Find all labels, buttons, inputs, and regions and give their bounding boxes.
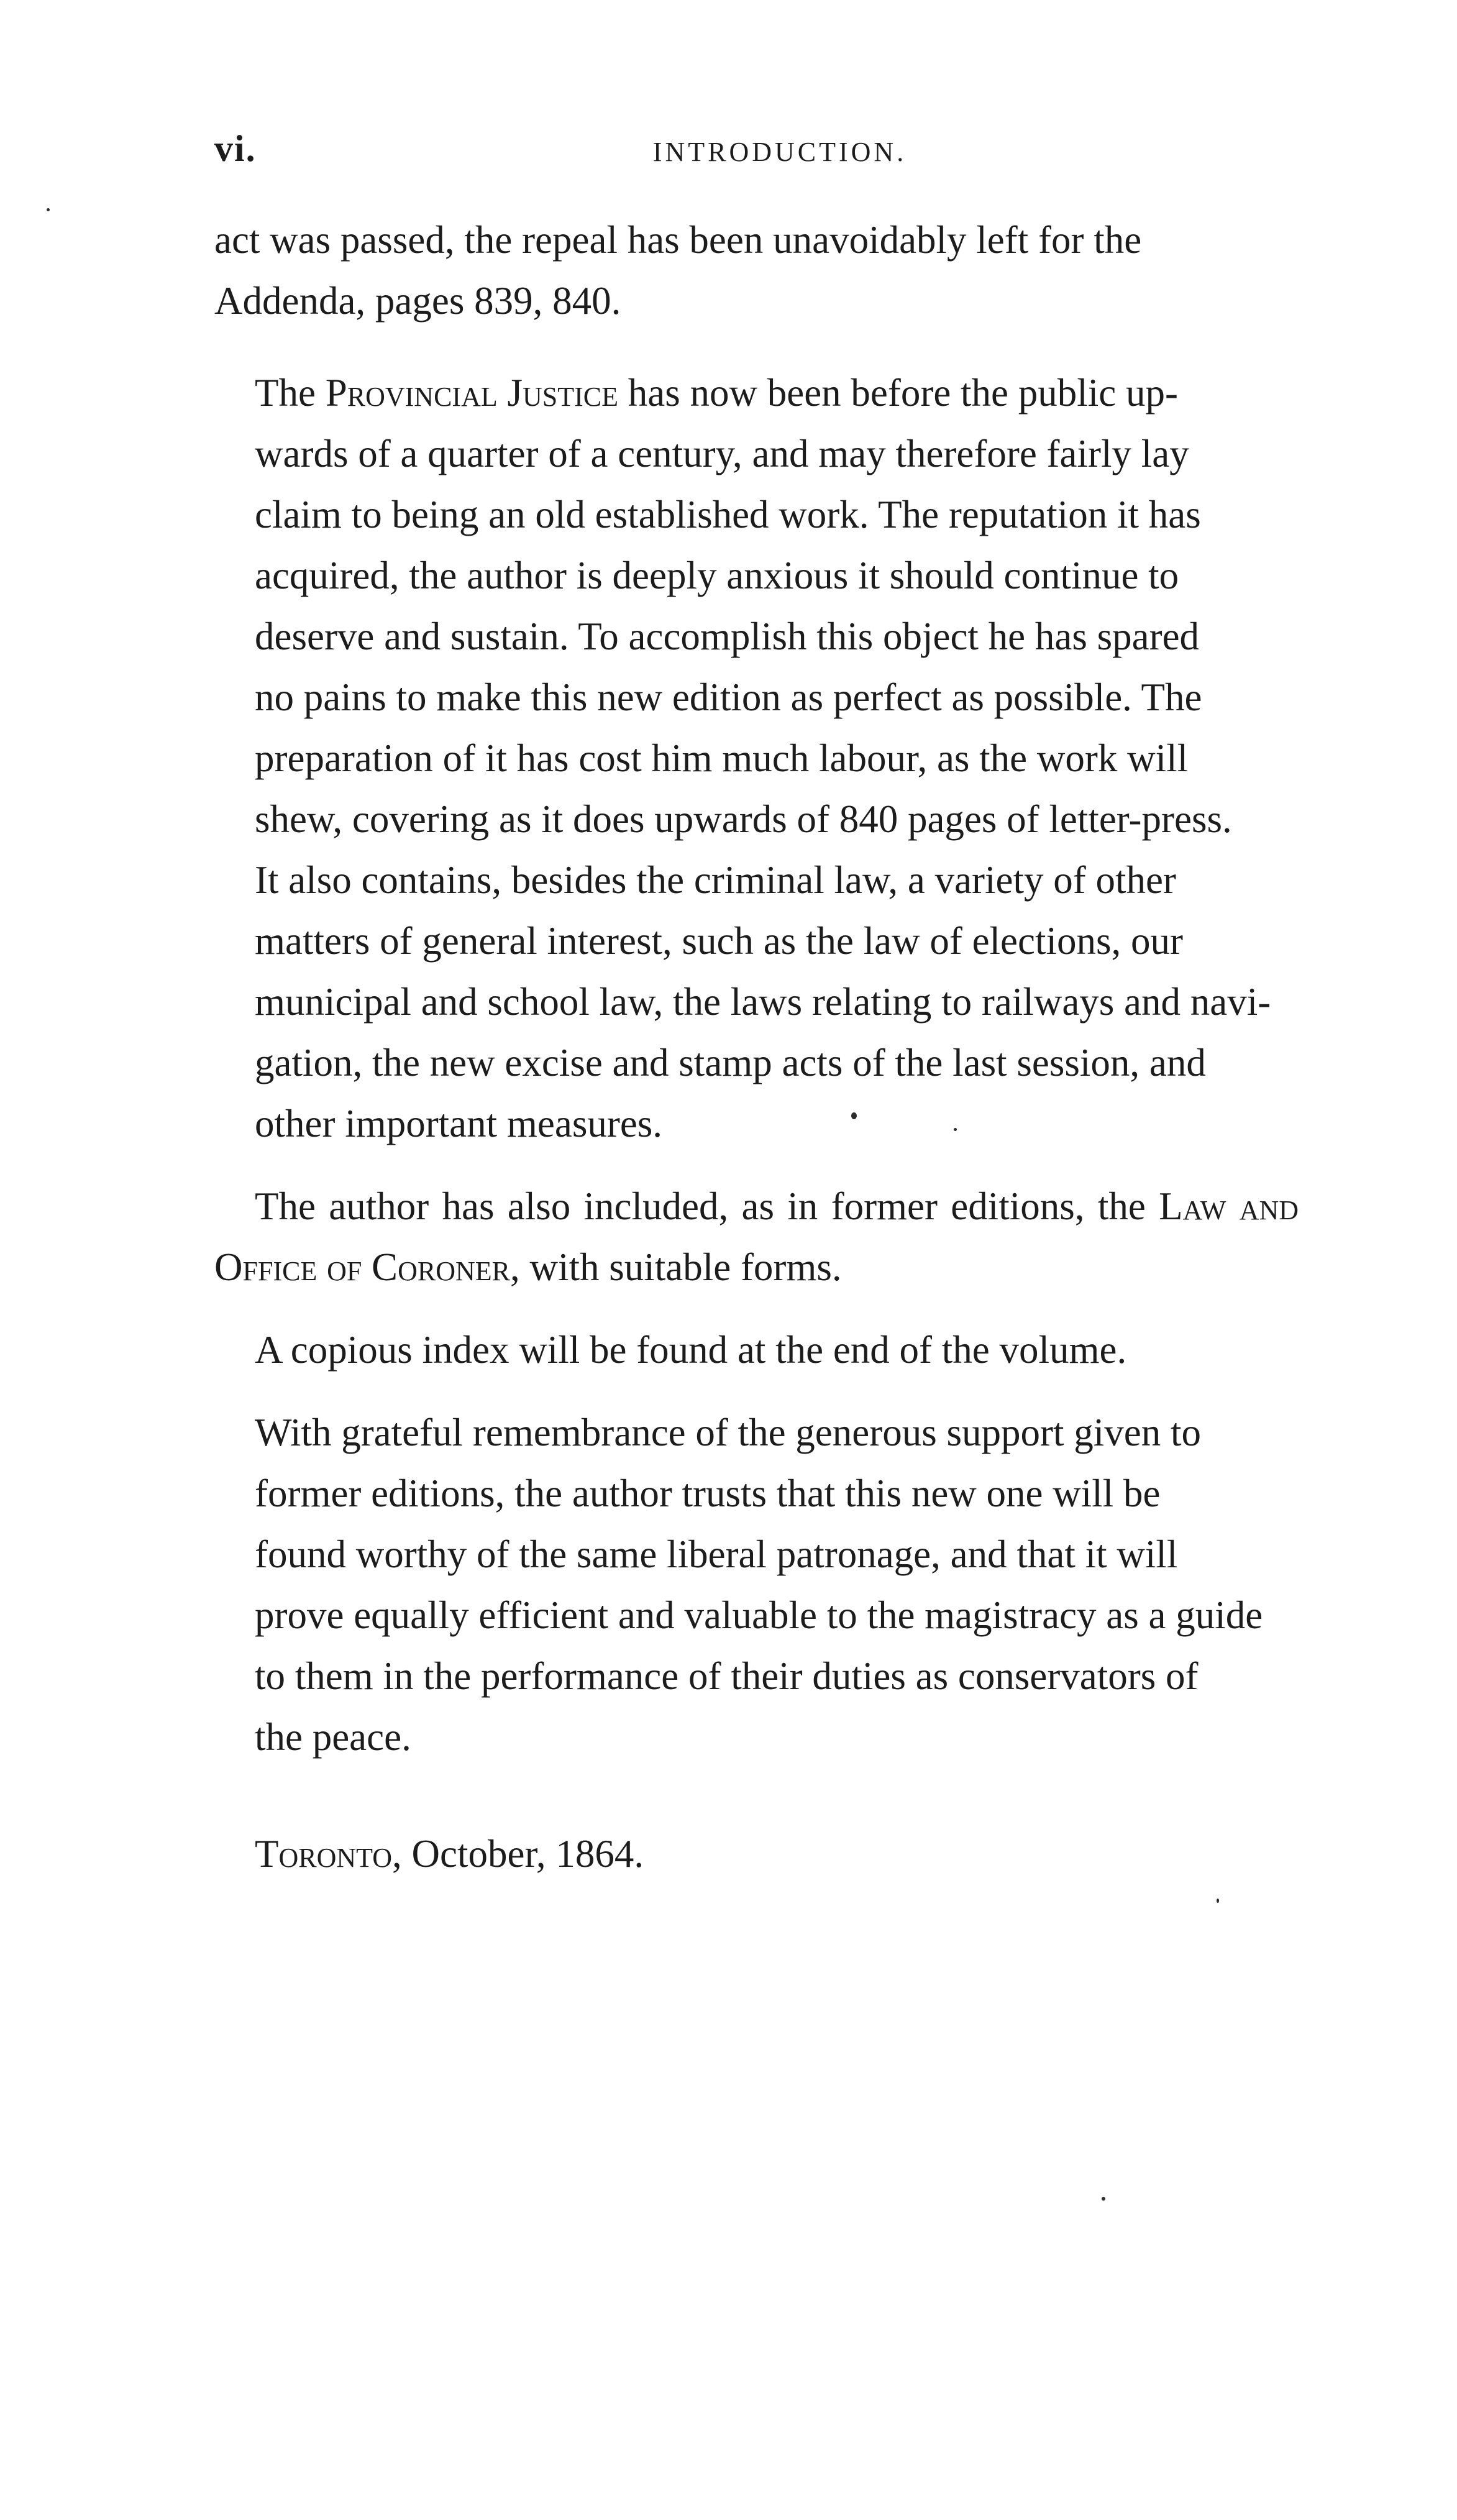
ink-speck xyxy=(1217,1899,1219,1903)
text-run: , with suitable forms. xyxy=(509,1245,842,1289)
work-title: Provincial Justice xyxy=(325,371,618,415)
page-header xyxy=(214,127,1302,177)
text-line: With grateful remembrance of the generous support given to xyxy=(255,1411,1201,1454)
paragraph-3 xyxy=(214,1176,1299,1298)
paragraph-2 xyxy=(214,362,1299,1154)
text-run: The author has also included, as in former editions, the xyxy=(255,1184,1159,1228)
signoff xyxy=(214,1823,1299,1884)
text-line: former editions, the author trusts that this new one will be xyxy=(255,1472,1161,1515)
text-line: claim to being an old established work. The reputation it has xyxy=(255,493,1201,536)
introduction-text xyxy=(214,209,1299,1884)
text-line: no pains to make this new edition as perfect as possible. The xyxy=(255,676,1202,719)
text-line: gation, the new excise and stamp acts of the last session, and xyxy=(255,1041,1206,1084)
text-line: It also contains, besides the criminal law, a variety of other xyxy=(255,858,1176,902)
text-line: Addenda, pages 839, 840. xyxy=(214,279,621,323)
text-line: act was passed, the repeal has been unavoidably left for the xyxy=(214,218,1142,262)
paragraph-1 xyxy=(214,209,1299,331)
text-run: A copious index will be found at the end of the volume. xyxy=(255,1328,1127,1372)
signoff-place: Toronto xyxy=(255,1832,393,1876)
text-line: deserve and sustain. To accomplish this object he has spared xyxy=(255,615,1200,658)
page-number: vi. xyxy=(214,128,257,169)
text-line: shew, covering as it does upwards of 840 pages of letter-press. xyxy=(255,797,1232,841)
text-line: wards of a quarter of a century, and may therefore fairly lay xyxy=(255,432,1189,475)
ink-speck xyxy=(954,1128,957,1131)
text-line: prove equally efficient and valuable to the magistracy as a guide xyxy=(255,1593,1263,1637)
text-line: to them in the performance of their duties as conservators of xyxy=(255,1654,1199,1698)
ink-speck xyxy=(1102,2197,1105,2201)
text-line: has now been before the public up- xyxy=(618,371,1178,415)
paragraph-5 xyxy=(214,1402,1299,1767)
text-line: preparation of it has cost him much labour, as the work will xyxy=(255,736,1189,780)
text-run: The xyxy=(255,371,326,415)
ink-speck xyxy=(851,1112,857,1119)
text-line: found worthy of the same liberal patronage, and that it will xyxy=(255,1533,1178,1576)
coroner-title: Law and Office of Coroner xyxy=(214,1184,1299,1289)
paragraph-4 xyxy=(214,1319,1299,1380)
running-head: INTRODUCTION. xyxy=(652,137,907,167)
text-line: matters of general interest, such as the law of elections, our xyxy=(255,919,1183,963)
text-line: municipal and school law, the laws relating to railways and navi- xyxy=(255,980,1271,1024)
signoff-date: , October, 1864. xyxy=(392,1832,644,1876)
text-line: acquired, the author is deeply anxious it should continue to xyxy=(255,554,1179,597)
text-line: the peace. xyxy=(255,1715,411,1759)
ink-speck xyxy=(47,208,50,211)
text-line: other important measures. xyxy=(255,1102,663,1145)
